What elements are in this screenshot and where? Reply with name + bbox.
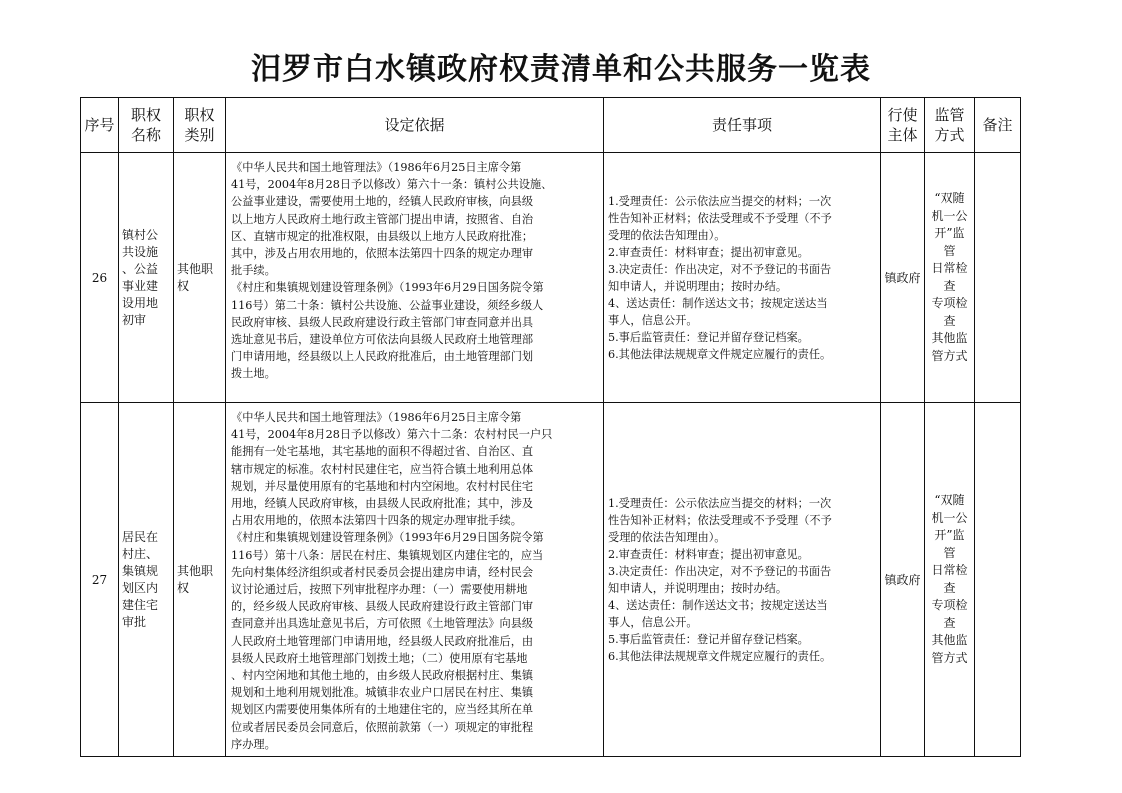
supervision-method: “双随 机一公 开”监 管 日常检 查 专项检 查 其他监 管方式 [925,153,975,403]
table-header-row [81,98,1021,153]
executing-subject: 镇政府 [881,153,925,403]
authority-table [80,97,1021,757]
responsibility-items: 1.受理责任：公示依法应当提交的材料；一次 性告知补正材料；依法受理或不予受理（不予 受理的依法告知理由）。 2.审查责任：材料审查；提出初审意见。 3.决定责任：作出决定，对不予登记的书面告 知申请人，并说明理由；按时办结。 4、送达责任：制作送达文书；按规定送达当 事人，信息公开。 5.事后监管责任：登记并留存登记档案。 6.其他法律法规规章文件规定应履行的责任。 [604,153,881,403]
header-type: 职权 类别 [174,98,226,153]
header-no: 序号 [81,98,119,153]
header-responsibility: 责任事项 [604,98,881,153]
header-subject: 行使 主体 [881,98,925,153]
row-number: 26 [81,153,119,403]
executing-subject: 镇政府 [881,403,925,757]
header-name: 职权 名称 [119,98,174,153]
table-row [81,403,1021,757]
supervision-method: “双随 机一公 开”监 管 日常检 查 专项检 查 其他监 管方式 [925,403,975,757]
remark [975,153,1021,403]
header-supervision: 监管 方式 [925,98,975,153]
authority-type: 其他职 权 [174,403,226,757]
table-row [81,153,1021,403]
authority-name: 镇村公 共设施 、公益 事业建 设用地 初审 [119,153,174,403]
authority-name: 居民在 村庄、 集镇规 划区内 建住宅 审批 [119,403,174,757]
responsibility-items: 1.受理责任：公示依法应当提交的材料；一次 性告知补正材料；依法受理或不予受理（不予 受理的依法告知理由）。 2.审查责任：材料审查；提出初审意见。 3.决定责任：作出决定，对不予登记的书面告 知申请人，并说明理由；按时办结。 4、送达责任：制作送达文书；按规定送达当 事人，信息公开。 5.事后监管责任：登记并留存登记档案。 6.其他法律法规规章文件规定应履行的责任。 [604,403,881,757]
row-number: 27 [81,403,119,757]
page-title: 汨罗市白水镇政府权责清单和公共服务一览表 [251,52,871,87]
authority-type: 其他职 权 [174,153,226,403]
header-remark: 备注 [975,98,1021,153]
legal-basis: 《中华人民共和国土地管理法》（1986年6月25日主席令第 41号，2004年8月28日予以修改）第六十一条：镇村公共设施、 公益事业建设，需要使用土地的，经镇人民政府审核，向县级 以上地方人民政府土地行政主管部门提出申请，按照省、自治 区、直辖市规定的批准权限，由县级以上地方人民政府批准； 其中，涉及占用农用地的，依照本法第四十四条的规定办理审 批手续。 《村庄和集镇规划建设管理条例》（1993年6月29日国务院令第 116号）第二十条：镇村公共设施、公益事业建设，须经乡级人 民政府审核、县级人民政府建设行政主管部门审查同意并出具 选址意见书后，建设单位方可依法向县级人民政府土地管理部 门申请用地，经县级以上人民政府批准后，由土地管理部门划 拨土地。 [226,153,604,403]
legal-basis: 《中华人民共和国土地管理法》（1986年6月25日主席令第 41号，2004年8月28日予以修改）第六十二条：农村村民一户只 能拥有一处宅基地，其宅基地的面积不得超过省、自治区、直 辖市规定的标准。农村村民建住宅，应当符合镇土地利用总体 规划，并尽量使用原有的宅基地和村内空闲地。农村村民住宅 用地，经镇人民政府审核，由县级人民政府批准；其中，涉及 占用农用地的，依照本法第四十四条的规定办理审批手续。 《村庄和集镇规划建设管理条例》（1993年6月29日国务院令第 116号）第十八条：居民在村庄、集镇规划区内建住宅的，应当 先向村集体经济组织或者村民委员会提出建房申请，经村民会 议讨论通过后，按照下列审批程序办理：（一）需要使用耕地 的，经乡级人民政府审核、县级人民政府建设行政主管部门审 查同意并出具选址意见书后，方可依照《土地管理法》向县级 人民政府土地管理部门申请用地，经县级人民政府批准后，由 县级人民政府土地管理部门划拨土地；（二）使用原有宅基地 、村内空闲地和其他土地的，由乡级人民政府根据村庄、集镇 规划和土地利用规划批准。城镇非农业户口居民在村庄、集镇 规划区内需要使用集体所有的土地建住宅的，应当经其所在单 位或者居民委员会同意后，依照前款第（一）项规定的审批程 序办理。 [226,403,604,757]
header-basis: 设定依据 [226,98,604,153]
remark [975,403,1021,757]
